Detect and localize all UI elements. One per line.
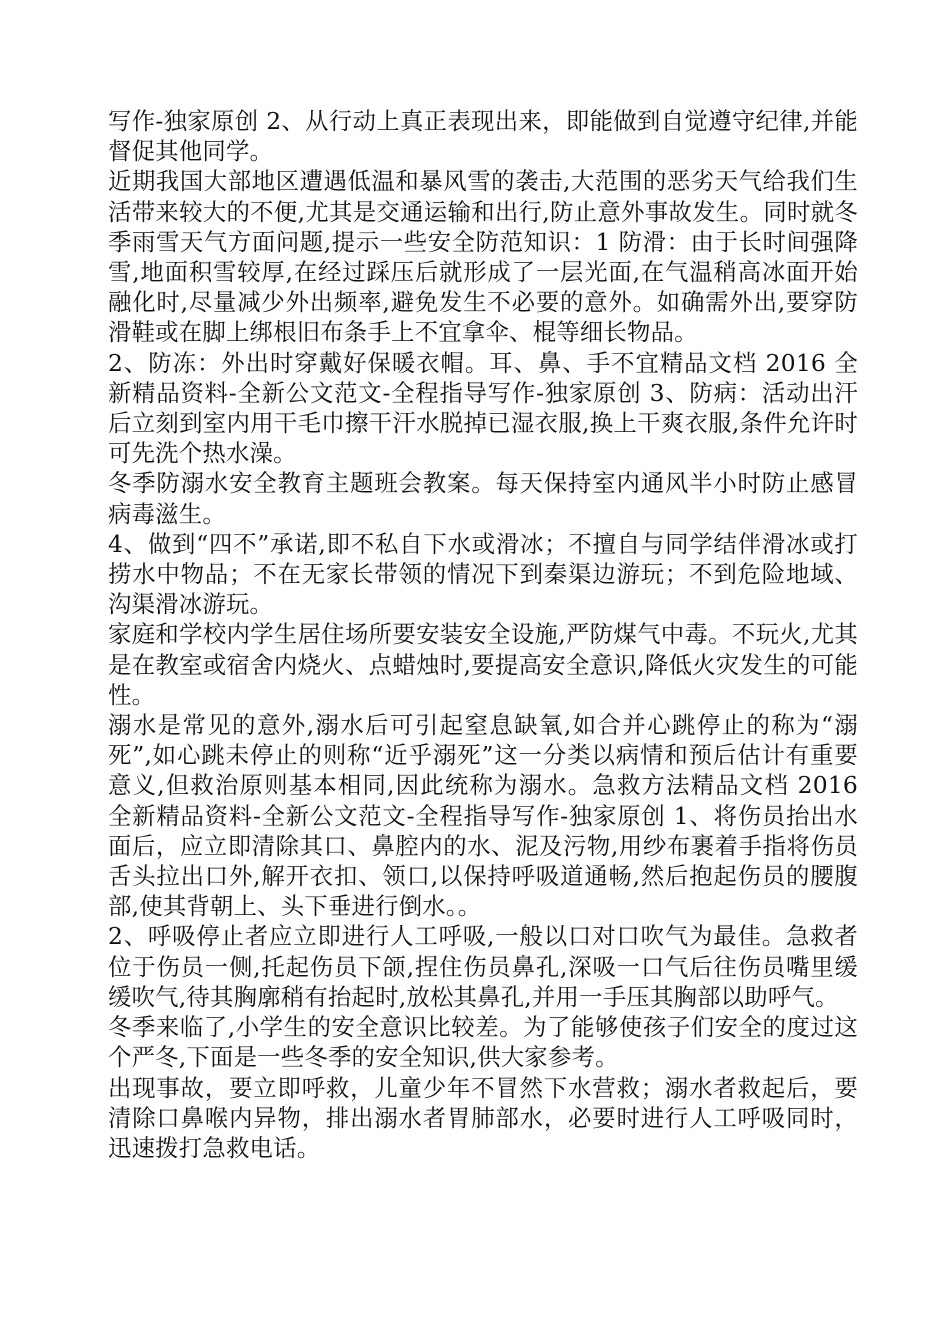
paragraph-9: 冬季来临了,小学生的安全意识比较差。为了能够使孩子们安全的度过这个严冬,下面是一些冬季的安全知识,供大家参考。 xyxy=(108,1013,858,1072)
paragraph-5: 4、做到“四不”承诺,即不私自下水或滑冰；不擅自与同学结伴滑冰或打捞水中物品；不在无家长带领的情况下到秦渠边游玩；不到危险地域、沟渠滑冰游玩。 xyxy=(108,529,858,619)
document-body xyxy=(108,106,858,1163)
paragraph-2: 近期我国大部地区遭遇低温和暴风雪的袭击,大范围的恶劣天气给我们生活带来较大的不便,尤其是交通运输和出行,防止意外事故发生。同时就冬季雨雪天气方面问题,提示一些安全防范知识：1 防滑：由于长时间强降雪,地面积雪较厚,在经过踩压后就形成了一层光面,在气温稍高冰面开始融化时,尽量减少外出频率,避免发生不必要的意外。如确需外出,要穿防滑鞋或在脚上绑根旧布条手上不宜拿伞、棍等细长物品。 xyxy=(108,167,858,347)
paragraph-10: 出现事故，要立即呼救，儿童少年不冒然下水营救；溺水者救起后，要清除口鼻喉内异物，排出溺水者胃肺部水，必要时进行人工呼吸同时，迅速拨打急救电话。 xyxy=(108,1073,858,1162)
paragraph-7: 溺水是常见的意外,溺水后可引起窒息缺氧,如合并心跳停止的称为“溺死”,如心跳未停止的则称“近乎溺死”这一分类以病情和预后估计有重要意义,但救治原则基本相同,因此统称为溺水。急救方法精品文档 2016 全新精品资料-全新公文范文-全程指导写作-独家原创 1、将伤员抬出水面后，应立即清除其口、鼻腔内的水、泥及污物,用纱布裹着手指将伤员舌头拉出口外,解开衣扣、领口,以保持呼吸道通畅,然后抱起伤员的腰腹部,使其背朝上、头下垂进行倒水。。 xyxy=(108,711,858,921)
paragraph-3: 2、防冻：外出时穿戴好保暖衣帽。耳、鼻、手不宜精品文档 2016 全新精品资料-全新公文范文-全程指导写作-独家原创 3、防病：活动出汗后立刻到室内用干毛巾擦干汗水脱掉已湿衣服,换上干爽衣服,条件允许时可先洗个热水澡。 xyxy=(108,348,858,468)
paragraph-6: 家庭和学校内学生居住场所要安装安全设施,严防煤气中毒。不玩火,尤其是在教室或宿舍内烧火、点蜡烛时,要提高安全意识,降低火灾发生的可能性。 xyxy=(108,620,858,709)
paragraph-4: 冬季防溺水安全教育主题班会教案。每天保持室内通风半小时防止感冒病毒滋生。 xyxy=(108,469,858,528)
paragraph-8: 2、呼吸停止者应立即进行人工呼吸,一般以口对口吹气为最佳。急救者位于伤员一侧,托起伤员下颌,捏住伤员鼻孔,深吸一口气后往伤员嘴里缓缓吹气,待其胸廓稍有抬起时,放松其鼻孔,并用一手压其胸部以助呼气。 xyxy=(108,922,858,1011)
paragraph-1: 写作-独家原创 2、从行动上真正表现出来，即能做到自觉遵守纪律,并能督促其他同学。 xyxy=(108,107,858,166)
